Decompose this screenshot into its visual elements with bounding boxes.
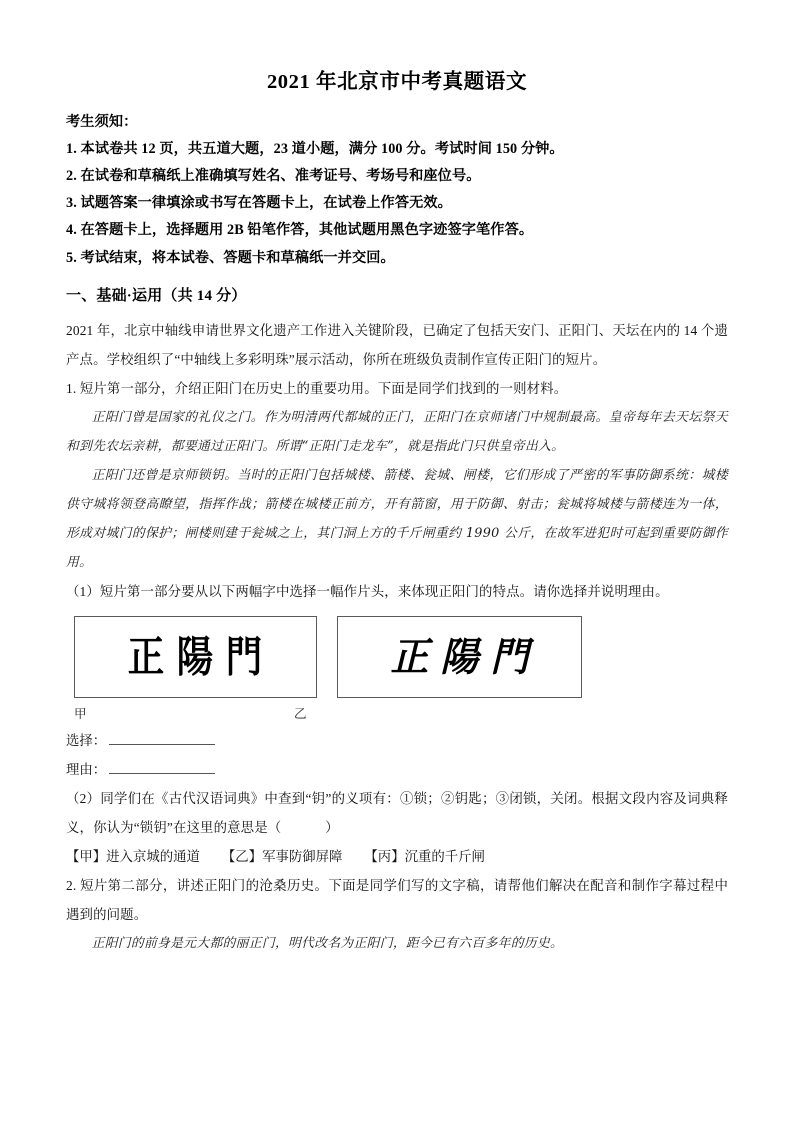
calligraphy-options-row: [66, 616, 728, 702]
calligraphy-caption-yi: 乙: [294, 706, 307, 721]
question-2-material-paragraph-1: 正阳门的前身是元大都的丽正门，明代改名为正阳门，距今已有六百多年的历史。: [91, 935, 564, 951]
calligraphy-text-jia: 正陽門: [128, 632, 276, 682]
notice-heading: 考生须知：: [66, 113, 138, 130]
answer-field-reason-label: 理由：: [66, 761, 107, 777]
calligraphy-caption-jia: 甲: [74, 706, 87, 721]
notice-line-4: 4. 在答题卡上，选择题用 2B 铅笔作答，其他试题用黑色字迹签字笔作答。: [66, 222, 534, 239]
question-1-stem: 1. 短片第一部分，介绍正阳门在历史上的重要功用。下面是同学们找到的一则材料。: [66, 380, 568, 396]
notice-line-2: 2. 在试卷和草稿纸上准确填写姓名、准考证号、考场号和座位号。: [66, 168, 481, 184]
calligraphy-option-jia[interactable]: [74, 616, 317, 698]
question-1-sub-2-prompt: [66, 784, 728, 842]
answer-field-reason: [66, 755, 728, 784]
calligraphy-text-yi: 正陽門: [390, 632, 541, 680]
section-heading-one: 一、基础·运用（共 14 分）: [66, 287, 247, 304]
section-intro-paragraph: 2021 年，北京中轴线申请世界文化遗产工作进入关键阶段，已确定了包括天安门、正阳门、天坛在内的 14 个遗产点。学校组织了“中轴线上多彩明珠”展示活动，你所在班级负责制作宣传正阳门的短片。: [66, 322, 728, 367]
answer-field-choice-label: 选择：: [66, 732, 107, 748]
answer-field-choice: [66, 726, 728, 755]
question-1-material-paragraph-1: 正阳门曾是国家的礼仪之门。作为明清两代都城的正门，正阳门在京师诸门中规制最高。皇帝每年去天坛祭天和到先农坛亲耕，都要通过正阳门。所谓“正阳门走龙车”，就是指此门只供皇帝出入。: [66, 409, 728, 454]
question-1-material-paragraph-2: 正阳门还曾是京师锁钥。当时的正阳门包括城楼、箭楼、瓮城、闸楼，它们形成了严密的军事防御系统：城楼供守城将领登高瞭望，指挥作战；箭楼在城楼正前方，开有箭窗，用于防御、射击；瓮城将城楼与箭楼连为一体，形成对城门的保护；闸楼则建于瓮城之上，其门洞上方的千斤闸重约 1990 公斤，在故军进犯时可起到重要防御作用。: [66, 467, 728, 570]
answer-field-reason-blank[interactable]: [109, 763, 215, 774]
question-2-stem: 2. 短片第二部分，讲述正阳门的沧桑历史。下面是同学们写的文字稿，请帮他们解决在配音和制作字幕过程中遇到的问题。: [66, 877, 728, 922]
question-1-sub-1-prompt: （1）短片第一部分要从以下两幅字中选择一幅作片头，来体现正阳门的特点。请你选择并说明理由。: [66, 583, 669, 599]
page-content: [66, 0, 728, 958]
question-1-sub-2-options: [66, 842, 728, 871]
notice-line-3: 3. 试题答案一律填涂或书写在答题卡上，在试卷上作答无效。: [66, 195, 452, 212]
page-title: 2021 年北京市中考真题语文: [266, 71, 528, 93]
calligraphy-option-yi[interactable]: [337, 616, 582, 698]
question-1-sub-2-prompt-close: ）: [325, 819, 339, 835]
notice-line-5: 5. 考试结束，将本试卷、答题卡和草稿纸一并交回。: [66, 249, 395, 266]
candidate-notice-block: [66, 115, 728, 278]
option-jia[interactable]: 【甲】进入京城的通道: [66, 848, 200, 864]
option-yi[interactable]: 【乙】军事防御屏障: [221, 848, 343, 864]
calligraphy-captions-row: [66, 702, 728, 726]
answer-field-choice-blank[interactable]: [109, 734, 215, 745]
notice-line-1: 1. 本试卷共 12 页，共五道大题，23 道小题，满分 100 分。考试时间 150 分钟。: [66, 140, 564, 157]
question-1-sub-2-prompt-text: （2）同学们在《古代汉语词典》中查到“钥”的义项有：①锁；②钥匙；③闭锁，关闭。根据文段内容及词典释义，你认为“锁钥”在这里的意思是（: [66, 790, 728, 835]
option-bing[interactable]: 【丙】沉重的千斤闸: [364, 848, 485, 864]
